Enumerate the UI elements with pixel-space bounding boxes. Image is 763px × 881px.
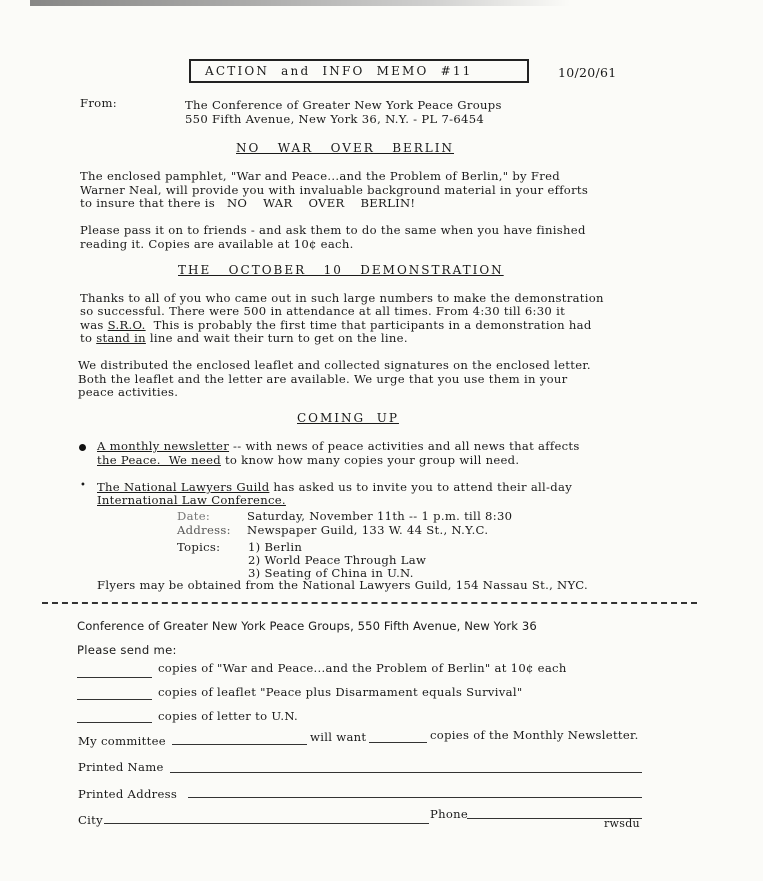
printed-address-label: Printed Address: [78, 787, 178, 801]
nlg-line-2: International Law Conference.: [97, 493, 286, 507]
from-line-2: 550 Fifth Avenue, New York 36, N.Y. - PL 7-6454: [185, 112, 485, 126]
oct-p1-line-3: [80, 318, 592, 332]
phone-label: Phone: [430, 807, 469, 821]
berlin-p2-line-1: Please pass it on to friends - and ask them to do the same when you have finished: [80, 223, 586, 237]
cut-line: [42, 602, 697, 604]
heading-coming-up: COMING UP: [297, 411, 399, 425]
item-2-label: copies of leaflet "Peace plus Disarmament equals Survival": [158, 685, 523, 699]
copies-letter-field[interactable]: [77, 722, 152, 723]
topic-1: 1) Berlin: [248, 540, 303, 554]
memo-date: 10/20/61: [558, 65, 617, 80]
oct-p1-line-4: [80, 331, 408, 345]
printed-name-field[interactable]: [170, 772, 642, 773]
newsletter-title: A monthly newsletter: [97, 439, 230, 453]
from-label: From:: [80, 96, 117, 110]
stand-in-text: stand in: [96, 331, 146, 345]
newsletter-text-2: to know how many copies your group will need.: [220, 453, 520, 467]
memo-title: ACTION and INFO MEMO #11: [205, 64, 473, 78]
newsletter-copies-field[interactable]: [369, 742, 427, 743]
city-label: City: [78, 813, 103, 827]
topics-label: Topics:: [177, 540, 221, 554]
oct-text-d: to: [80, 331, 97, 345]
topic-3: 3) Seating of China in U.N.: [248, 566, 414, 580]
newsletter-underlined: the Peace. We need: [97, 453, 221, 467]
date-label: Date:: [177, 509, 211, 523]
copies-pamphlet-field[interactable]: [77, 677, 152, 678]
oct-p2-line-1: We distributed the enclosed leaflet and collected signatures on the enclosed letter.: [78, 358, 591, 372]
berlin-p1-line-2: Warner Neal, will provide you with invaluable background material in your efforts: [80, 183, 589, 197]
oct-text-a: was: [80, 318, 108, 332]
oct-p2-line-2: Both the leaflet and the letter are available. We urge that you use them in your: [78, 372, 568, 386]
oct-p1-line-1: Thanks to all of you who came out in such large numbers to make the demonstration: [80, 291, 604, 305]
item-1-label: copies of "War and Peace...and the Problem of Berlin" at 10¢ each: [158, 661, 567, 675]
nlg-text: has asked us to invite you to attend their all-day: [269, 480, 573, 494]
form-org-line: Conference of Greater New York Peace Groups, 550 Fifth Avenue, New York 36: [77, 619, 537, 633]
nlg-name: The National Lawyers Guild: [97, 480, 270, 494]
item-3-label: copies of letter to U.N.: [158, 709, 299, 723]
committee-field[interactable]: [172, 744, 307, 745]
nlg-line-1: [97, 480, 572, 494]
newsletter-line-1: [97, 439, 580, 453]
berlin-p1-line-1: The enclosed pamphlet, "War and Peace...and the Problem of Berlin," by Fred: [80, 169, 560, 183]
committee-label: My committee: [78, 734, 166, 748]
bullet-icon: [79, 444, 86, 451]
please-send-label: Please send me:: [77, 643, 177, 657]
printed-name-label: Printed Name: [78, 760, 164, 774]
scan-edge: [30, 0, 750, 6]
city-field[interactable]: [104, 823, 429, 824]
heading-no-war-over-berlin: NO WAR OVER BERLIN: [236, 141, 455, 155]
address-value: Newspaper Guild, 133 W. 44 St., N.Y.C.: [247, 523, 489, 537]
footer-code: rwsdu: [604, 817, 640, 830]
topic-2: 2) World Peace Through Law: [248, 553, 427, 567]
date-value: Saturday, November 11th -- 1 p.m. till 8:30: [247, 509, 513, 523]
berlin-p2-line-2: reading it. Copies are available at 10¢ each.: [80, 237, 354, 251]
sro-text: S.R.O.: [107, 318, 146, 332]
berlin-p1-line-3: to insure that there is NO WAR OVER BERLIN!: [80, 196, 416, 210]
flyers-line: Flyers may be obtained from the National Lawyers Guild, 154 Nassau St., NYC.: [97, 578, 588, 592]
oct-p1-line-2: so successful. There were 500 in attendance at all times. From 4:30 till 6:30 it: [80, 304, 566, 318]
newsletter-text: -- with news of peace activities and all news that affects: [229, 439, 580, 453]
oct-text-c: This is probably the first time that participants in a demonstration had: [145, 318, 592, 332]
address-label: Address:: [177, 523, 231, 537]
from-line-1: The Conference of Greater New York Peace Groups: [185, 98, 502, 112]
newsletter-line-2: [97, 453, 519, 467]
will-want-label: will want: [310, 730, 367, 744]
oct-text-e: line and wait their turn to get on the line.: [145, 331, 408, 345]
bullet-mark-icon: •: [80, 480, 87, 491]
printed-address-field[interactable]: [188, 797, 642, 798]
copies-newsletter-label: copies of the Monthly Newsletter.: [430, 728, 639, 742]
oct-p2-line-3: peace activities.: [78, 385, 179, 399]
heading-october-10-demonstration: THE OCTOBER 10 DEMONSTRATION: [178, 263, 504, 277]
copies-leaflet-field[interactable]: [77, 699, 152, 700]
